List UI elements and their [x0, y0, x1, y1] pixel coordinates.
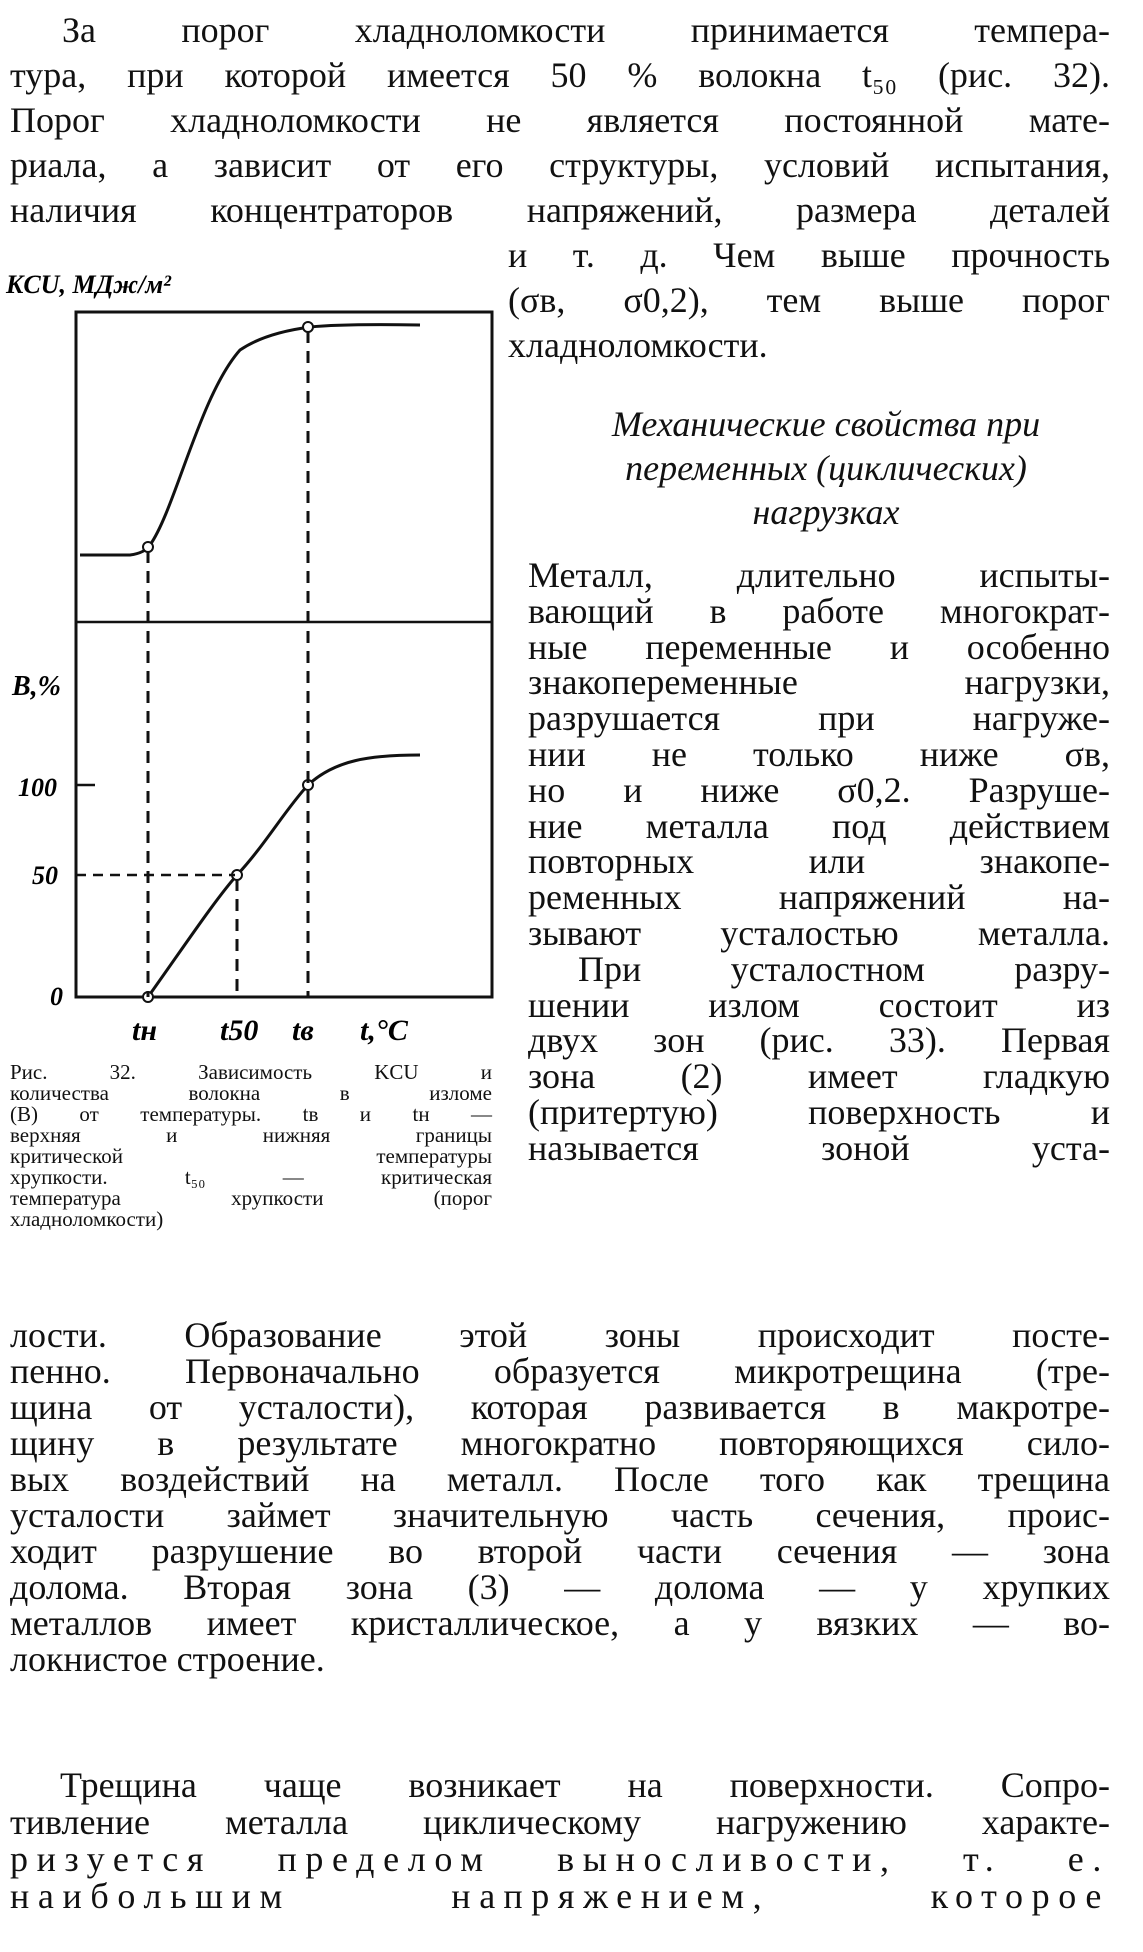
text-line: тура, при которой имеется 50 % волокна t₅₀ (рис. 32).: [10, 55, 1110, 95]
text-line: ные переменные и особенно: [528, 626, 1110, 667]
text-line: (σв, σ0,2), тем выше порог: [508, 280, 1110, 320]
text-line: ризуется пределом выносливости, т. е.: [10, 1839, 1110, 1879]
caption-line: хрупкости. t₅₀ — критическая: [10, 1165, 492, 1189]
xtick-tv: tв: [292, 1014, 314, 1047]
figure-caption: [10, 1062, 492, 1230]
text-line: хладноломкости.: [508, 325, 768, 365]
ylabel-bottom: B,%: [12, 671, 61, 702]
section-heading: [540, 402, 1112, 534]
text-line: называется зоной уста-: [528, 1127, 1110, 1168]
caption-line: температура хрупкости (порог: [10, 1186, 492, 1210]
text-line: нии не только ниже σв,: [528, 734, 1110, 774]
text-line: металлов имеет кристаллическое, а у вязких — во-: [10, 1603, 1110, 1643]
text-line: наличия концентраторов напряжений, размера деталей: [10, 190, 1110, 230]
heading-line: Механические свойства при: [611, 404, 1041, 444]
text-line: наибольшим напряжением, которое: [10, 1876, 1110, 1916]
text-line: ние металла под действием: [528, 805, 1110, 846]
caption-line: критической температуры: [10, 1144, 492, 1168]
ytick-0: 0: [50, 982, 63, 1011]
text-line: лости. Образование этой зоны происходит посте-: [10, 1315, 1110, 1355]
xtick-tn: tн: [132, 1014, 157, 1047]
caption-line: хладноломкости): [10, 1207, 164, 1231]
text-line: зывают усталостью металла.: [528, 913, 1110, 953]
text-line: При усталостном разру-: [578, 948, 1110, 989]
text-line: локнистое строение.: [10, 1639, 325, 1679]
plot-frame: [76, 312, 492, 997]
text-line: долома. Вторая зона (3) — долома — у хрупких: [10, 1567, 1110, 1607]
kcu-point-tn: [143, 542, 153, 552]
caption-line: верхняя и нижняя границы: [10, 1123, 492, 1147]
text-line: но и ниже σ0,2. Разруше-: [528, 769, 1110, 810]
text-line: разрушается при нагруже-: [528, 698, 1110, 739]
text-line: ходит разрушение во второй части сечения — зона: [10, 1531, 1110, 1571]
text-line: двух зон (рис. 33). Первая: [528, 1020, 1110, 1061]
text-line: вающий в работе многократ-: [528, 590, 1110, 631]
xtick-t: t,°C: [360, 1014, 408, 1047]
text-line: ременных напряжений на-: [528, 877, 1110, 918]
text-line: щину в результате многократно повторяющихся сило-: [10, 1423, 1110, 1463]
kcu-curve: [80, 325, 420, 555]
text-line: пенно. Первоначально образуется микротрещина (тре-: [10, 1351, 1110, 1391]
text-line: вых воздействий на металл. После того как трещина: [10, 1459, 1110, 1499]
heading-line: переменных (циклических): [625, 448, 1027, 488]
ylabel-top: KCU, МДж/м²: [6, 270, 171, 299]
text-line: За порог хладноломкости принимается темпера-: [62, 10, 1110, 50]
text-line: усталости займет значительную часть сечения, проис-: [10, 1495, 1110, 1535]
text-line: Порог хладноломкости не является постоянной мате-: [10, 100, 1110, 140]
text-line: зона (2) имеет гладкую: [528, 1056, 1110, 1097]
fiber-curve: [148, 755, 420, 997]
text-line: знакопеременные нагрузки,: [528, 662, 1110, 703]
ytick-100: 100: [18, 773, 57, 802]
figure-32: [0, 255, 500, 1055]
caption-line: количества волокна в изломе: [10, 1081, 492, 1105]
xtick-t50: t50: [220, 1014, 259, 1047]
text-line: повторных или знакопе-: [528, 841, 1110, 882]
text-line: тивление металла циклическому нагружению характе-: [10, 1802, 1110, 1842]
kcu-point-tv: [303, 322, 313, 332]
caption-line: Рис. 32. Зависимость KCU и: [10, 1060, 492, 1084]
text-line: риала, а зависит от его структуры, условий испытания,: [10, 145, 1110, 185]
heading-line: нагрузках: [752, 492, 900, 532]
text-line: шении излом состоит из: [528, 984, 1110, 1025]
text-line: Металл, длительно испыты-: [528, 555, 1110, 595]
caption-line: (B) от температуры. tв и tн —: [10, 1102, 492, 1126]
text-line: и т. д. Чем выше прочность: [508, 235, 1110, 275]
ytick-50: 50: [32, 861, 58, 890]
text-line: (притертую) поверхность и: [528, 1092, 1110, 1132]
text-line: щина от усталости), которая развивается в макротре-: [10, 1387, 1110, 1427]
text-line: Трещина чаще возникает на поверхности. Сопро-: [60, 1765, 1110, 1805]
